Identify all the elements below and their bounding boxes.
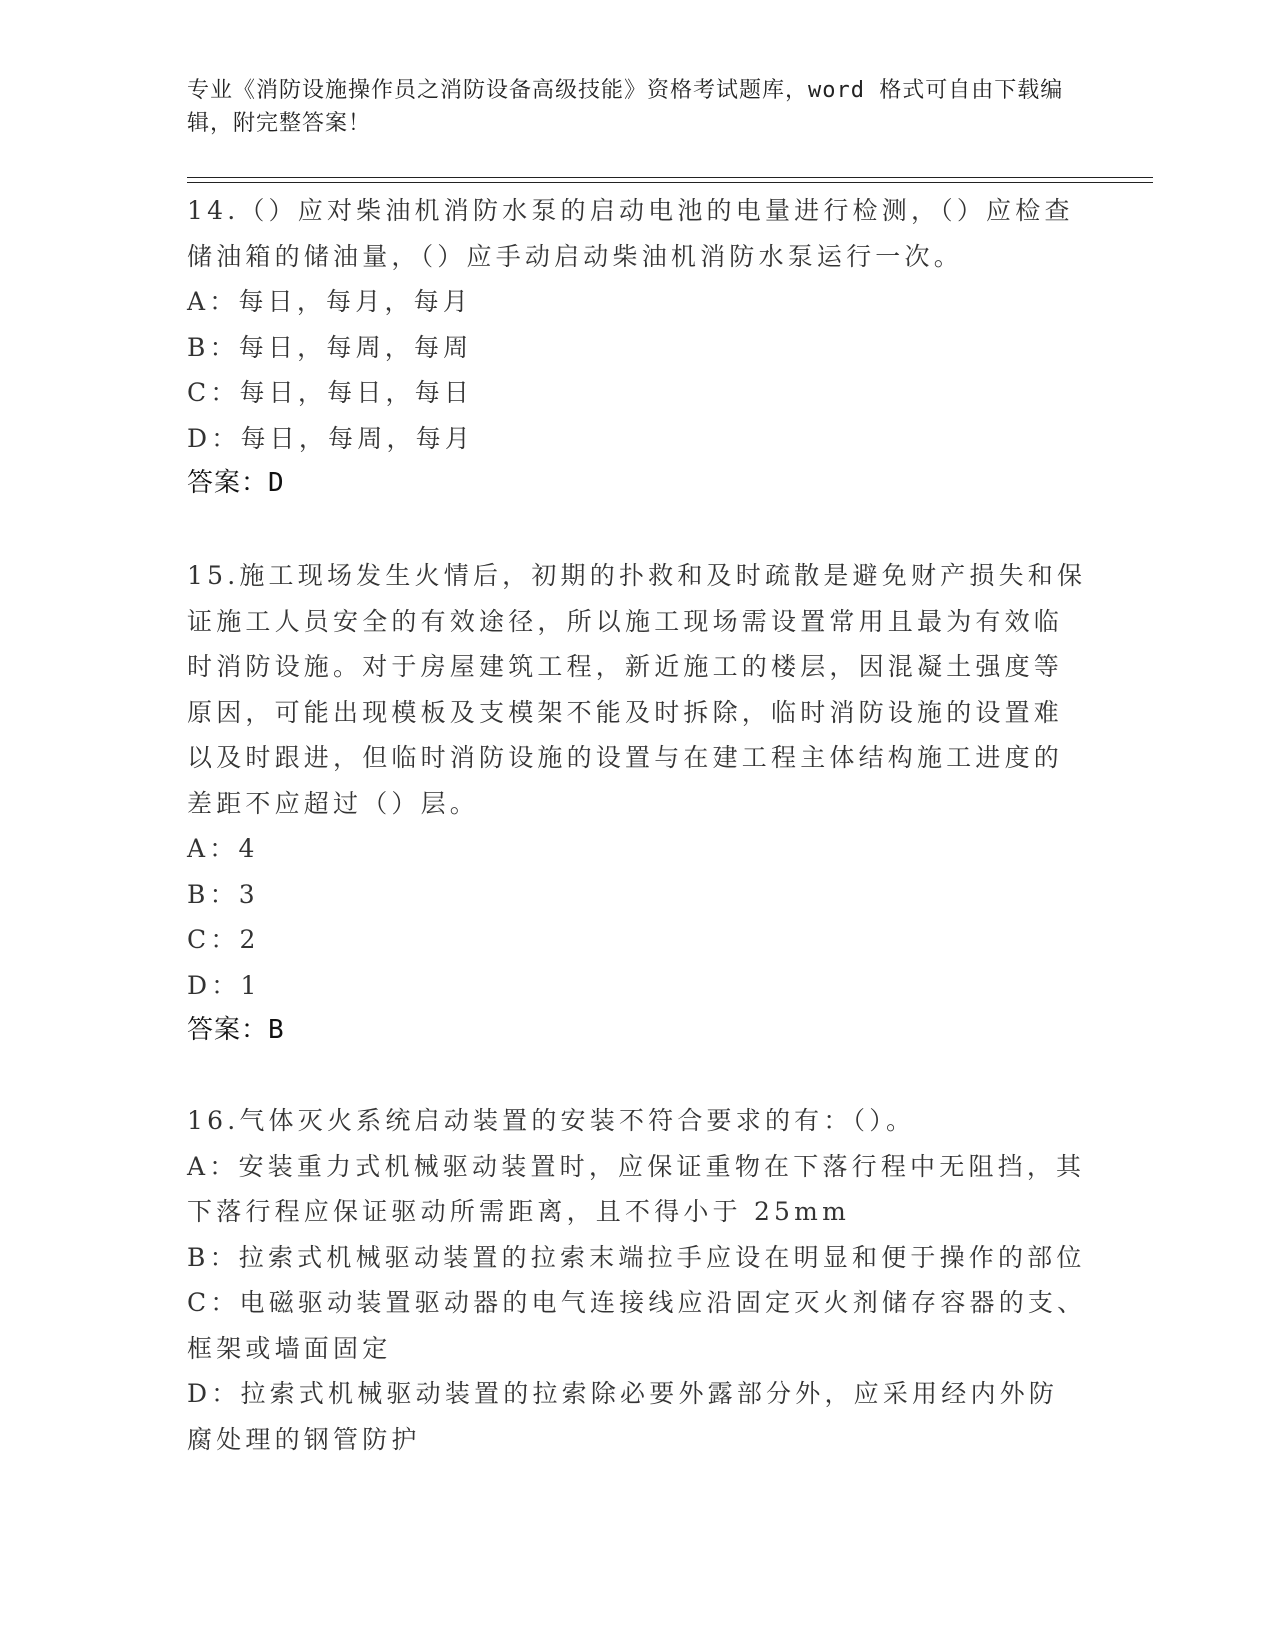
question-stem: 16.气体灭火系统启动装置的安装不符合要求的有：（）。 [187, 1106, 916, 1135]
question-stem: 15.施工现场发生火情后，初期的扑救和及时疏散是避免财产损失和保证施工人员安全的有效途径，所以施工现场需设置常用且最为有效临时消防设施。对于房屋建筑工程，新近施工的楼层，因混凝土强度等原因，可能出现模板及支模架不能及时拆除，临时消防设施的设置难以及时跟进，但临时消防设施的设置与在建工程主体结构施工进度的差距不应超过（）层。 [187, 561, 1087, 818]
question-spacer [187, 506, 1087, 553]
question-list [187, 188, 1087, 1462]
header-divider-top [187, 177, 1153, 178]
option-c: C：2 [187, 925, 260, 954]
option-d: D：1 [187, 970, 261, 1000]
option-b: B：每日，每周，每周 [187, 332, 473, 362]
option-d: D：每日，每周，每月 [187, 423, 475, 453]
option-b: B：3 [187, 879, 259, 909]
option-a: A：4 [187, 834, 259, 863]
header-divider-bottom [187, 182, 1153, 183]
option-a: A：安装重力式机械驱动装置时，应保证重物在下落行程中无阻挡，其下落行程应保证驱动所需距离，且不得小于 25mm [187, 1151, 1086, 1226]
option-d: D：拉索式机械驱动装置的拉索除必要外露部分外，应采用经内外防腐处理的钢管防护 [187, 1379, 1059, 1454]
option-c: C：电磁驱动装置驱动器的电气连接线应沿固定灭火剂储存容器的支、框架或墙面固定 [187, 1288, 1087, 1363]
option-c: C：每日，每日，每日 [187, 378, 474, 407]
question-16 [187, 1098, 1087, 1462]
answer-line: 答案：B [187, 1015, 285, 1045]
option-a: A：每日，每月，每月 [187, 287, 473, 316]
answer-line: 答案：D [187, 468, 285, 498]
question-stem: 14.（）应对柴油机消防水泵的启动电池的电量进行检测，（）应检查储油箱的储油量，（）应手动启动柴油机消防水泵运行一次。 [187, 196, 1074, 271]
option-b: B：拉索式机械驱动装置的拉索末端拉手应设在明显和便于操作的部位 [187, 1242, 1086, 1272]
question-spacer [187, 1053, 1087, 1098]
question-15 [187, 553, 1087, 1053]
document-header: 专业《消防设施操作员之消防设备高级技能》资格考试题库，word 格式可自由下载编辑，附完整答案！ [187, 78, 1064, 136]
question-14 [187, 188, 1087, 506]
